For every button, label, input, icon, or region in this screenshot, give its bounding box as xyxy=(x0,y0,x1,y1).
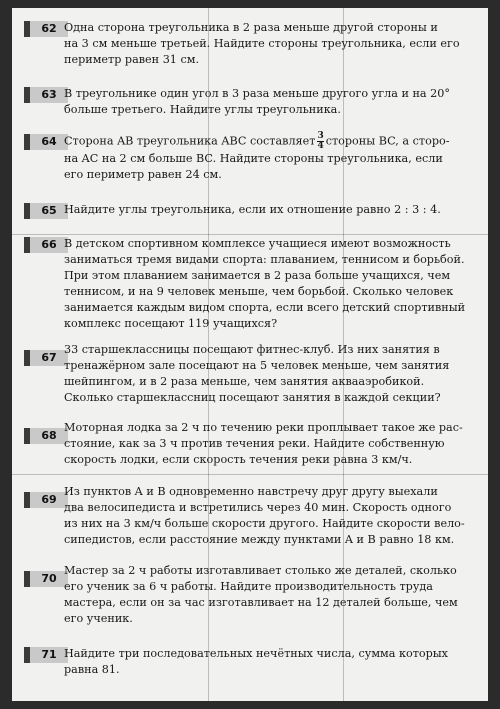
text-line: больше третьего. Найдите углы треугольника. xyxy=(64,103,341,116)
text-line: теннисом, и на 9 человек меньше, чем борьбой. Сколько человек xyxy=(64,285,454,298)
problem-text xyxy=(64,20,482,68)
text-line: на 3 см меньше третьей. Найдите стороны треугольника, если его xyxy=(64,37,460,50)
text-line: Одна сторона треугольника в 2 раза меньше другой стороны и xyxy=(64,21,438,34)
fold-line xyxy=(12,474,488,475)
text-line: В треугольнике один угол в 3 раза меньше другого угла и на 20° xyxy=(64,87,450,100)
text-line: Из пунктов A и B одновременно навстречу друг другу выехали xyxy=(64,485,438,498)
fraction xyxy=(317,132,323,151)
text-line: стояние, как за 3 ч против течения реки. Найдите собственную xyxy=(64,437,445,450)
text-line: 33 старшеклассницы посещают фитнес-клуб. Из них занятия в xyxy=(64,343,440,356)
text-line: тренажёрном зале посещают на 5 человек меньше, чем занятия xyxy=(64,359,450,372)
text-fragment: стороны BC, а сторо- xyxy=(325,134,450,148)
problem-number: 71 xyxy=(24,647,68,663)
problem-number: 66 xyxy=(24,237,68,253)
problem-text xyxy=(64,420,482,468)
text-line: два велосипедиста и встретились через 40 мин. Скорость одного xyxy=(64,501,452,514)
text-line: Сколько старшеклассниц посещают занятия в каждой секции? xyxy=(64,391,441,404)
text-line: При этом плаванием занимается в 2 раза больше учащихся, чем xyxy=(64,269,451,282)
text-line: равна 81. xyxy=(64,663,120,676)
problem-text xyxy=(64,342,482,406)
text-line: Моторная лодка за 2 ч по течению реки проплывает такое же рас- xyxy=(64,421,463,434)
problem-number: 69 xyxy=(24,492,68,508)
text-line: комплекс посещают 119 учащихся? xyxy=(64,317,278,330)
problem-text xyxy=(64,86,482,118)
text-line xyxy=(64,132,482,151)
problem-number: 63 xyxy=(24,87,68,103)
text-line: Найдите углы треугольника, если их отношение равно 2 : 3 : 4. xyxy=(64,203,441,216)
text-line: его ученик. xyxy=(64,612,133,625)
text-line: В детском спортивном комплексе учащиеся имеют возможность xyxy=(64,237,451,250)
problem-number: 70 xyxy=(24,571,68,587)
text-line: заниматься тремя видами спорта: плаванием, теннисом и борьбой. xyxy=(64,253,465,266)
problem-number: 62 xyxy=(24,21,68,37)
problem-text xyxy=(64,236,482,332)
problem-text xyxy=(64,484,482,548)
text-line: периметр равен 31 см. xyxy=(64,53,200,66)
textbook-page xyxy=(12,8,488,701)
text-fragment: Сторона AB треугольника ABC составляет xyxy=(64,134,316,148)
fraction-denominator: 4 xyxy=(317,141,324,151)
text-line: Найдите три последовательных нечётных числа, сумма которых xyxy=(64,647,448,660)
text-line: занимается каждым видом спорта, если всего детский спортивный xyxy=(64,301,466,314)
problem-text xyxy=(64,202,482,218)
problem-number: 68 xyxy=(24,428,68,444)
fold-line xyxy=(12,234,488,235)
problem-text xyxy=(64,646,482,678)
fraction-numerator: 3 xyxy=(317,131,324,141)
problem-number: 67 xyxy=(24,350,68,366)
text-line: на AC на 2 см больше BC. Найдите стороны треугольника, если xyxy=(64,152,443,165)
text-line: сипедистов, если расстояние между пунктами A и B равно 18 км. xyxy=(64,533,455,546)
text-line: мастера, если он за час изготавливает на 12 деталей больше, чем xyxy=(64,596,458,609)
problem-text xyxy=(64,563,482,627)
text-line: его ученик за 6 ч работы. Найдите производительность труда xyxy=(64,580,433,593)
text-line: Мастер за 2 ч работы изготавливает столько же деталей, сколько xyxy=(64,564,457,577)
text-line: из них на 3 км/ч больше скорости другого. Найдите скорости вело- xyxy=(64,517,465,530)
text-line: шейпингом, и в 2 раза меньше, чем занятия аквааэробикой. xyxy=(64,375,425,388)
problem-number: 64 xyxy=(24,134,68,150)
text-line: скорость лодки, если скорость течения реки равна 3 км/ч. xyxy=(64,453,413,466)
problem-text xyxy=(64,132,482,183)
text-line: его периметр равен 24 см. xyxy=(64,168,222,181)
problem-number: 65 xyxy=(24,203,68,219)
